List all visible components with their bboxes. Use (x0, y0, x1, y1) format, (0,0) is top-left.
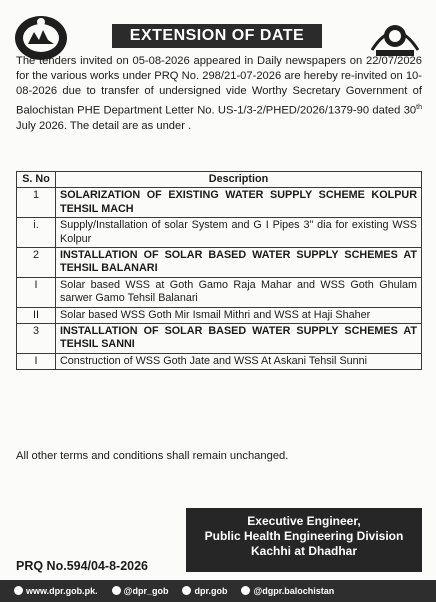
intro-paragraph (16, 54, 422, 134)
row-number: 1 (17, 188, 56, 218)
signatory-division: Public Health Engineering Division (204, 529, 404, 543)
row-number: 3 (17, 324, 56, 354)
row-number: 2 (17, 248, 56, 278)
row-description: Construction of WSS Goth Jate and WSS At Askani Tehsil Sunni (56, 353, 422, 369)
row-description: SOLARIZATION OF EXISTING WATER SUPPLY SCHEME KOLPUR TEHSIL MACH (56, 188, 422, 218)
signatory-title: Executive Engineer, (247, 514, 361, 528)
table-row (17, 324, 422, 354)
row-description: Supply/Installation of solar System and G I Pipes 3" dia for existing WSS Kolpur (56, 218, 422, 248)
intro-text: The tenders invited on 05-08-2026 appeared in Daily newspapers on 22/07/2026 for the various works under PRQ No. 298/21-07-2026 are hereby re-invited on 10-08-2026 due to transfer of undersigned vide Worthy Secretary Government of Balochistan PHE Department Letter No. US-1/3-2/PHED/2026/1379-90 dated 30 (16, 55, 422, 117)
instagram-text: @dgpr.balochistan (253, 586, 335, 596)
description-header: Description (56, 172, 422, 188)
globe-icon (14, 586, 23, 595)
prq-number: PRQ No.594/04-8-2026 (16, 559, 149, 573)
website-text: www.dpr.gob.pk. (26, 586, 98, 596)
signature-block (186, 508, 422, 572)
instagram-icon (241, 586, 250, 595)
twitter-icon (112, 586, 121, 595)
row-number: i. (17, 218, 56, 248)
footer-instagram[interactable] (241, 586, 334, 596)
table-row (17, 307, 422, 323)
table-row (17, 353, 422, 369)
footer-facebook[interactable] (182, 586, 227, 596)
facebook-text: dpr.gob (194, 586, 228, 596)
intro-ordinal: th (416, 103, 422, 111)
row-number: I (17, 277, 56, 307)
works-table (16, 171, 422, 370)
row-number: I (17, 353, 56, 369)
footer-website[interactable] (14, 586, 98, 596)
terms-statement: All other terms and conditions shall remain unchanged. (16, 450, 289, 462)
facebook-icon (182, 586, 191, 595)
row-number: II (17, 307, 56, 323)
row-description: INSTALLATION OF SOLAR BASED WATER SUPPLY SCHEMES AT TEHSIL SANNI (56, 324, 422, 354)
footer-twitter[interactable] (112, 586, 169, 596)
row-description: Solar based WSS Goth Mir Ismail Mithri and WSS at Haji Shaher (56, 307, 422, 323)
row-description: INSTALLATION OF SOLAR BASED WATER SUPPLY SCHEMES AT TEHSIL BALANARI (56, 248, 422, 278)
signatory-location: Kachhi at Dhadhar (250, 544, 358, 558)
row-description: Solar based WSS at Goth Gamo Raja Mahar and WSS Goth Ghulam sarwer Gamo Tehsil Balanari (56, 277, 422, 307)
intro-text-end: July 2026. The detail are as under . (16, 119, 192, 132)
table-row (17, 188, 422, 218)
twitter-text: @dpr_gob (123, 586, 169, 596)
notice-title: EXTENSION OF DATE (112, 24, 322, 48)
table-row (17, 218, 422, 248)
table-header-row (17, 172, 422, 188)
table-row (17, 248, 422, 278)
sno-header: S. No (17, 172, 56, 188)
footer-bar (0, 580, 436, 602)
table-row (17, 277, 422, 307)
